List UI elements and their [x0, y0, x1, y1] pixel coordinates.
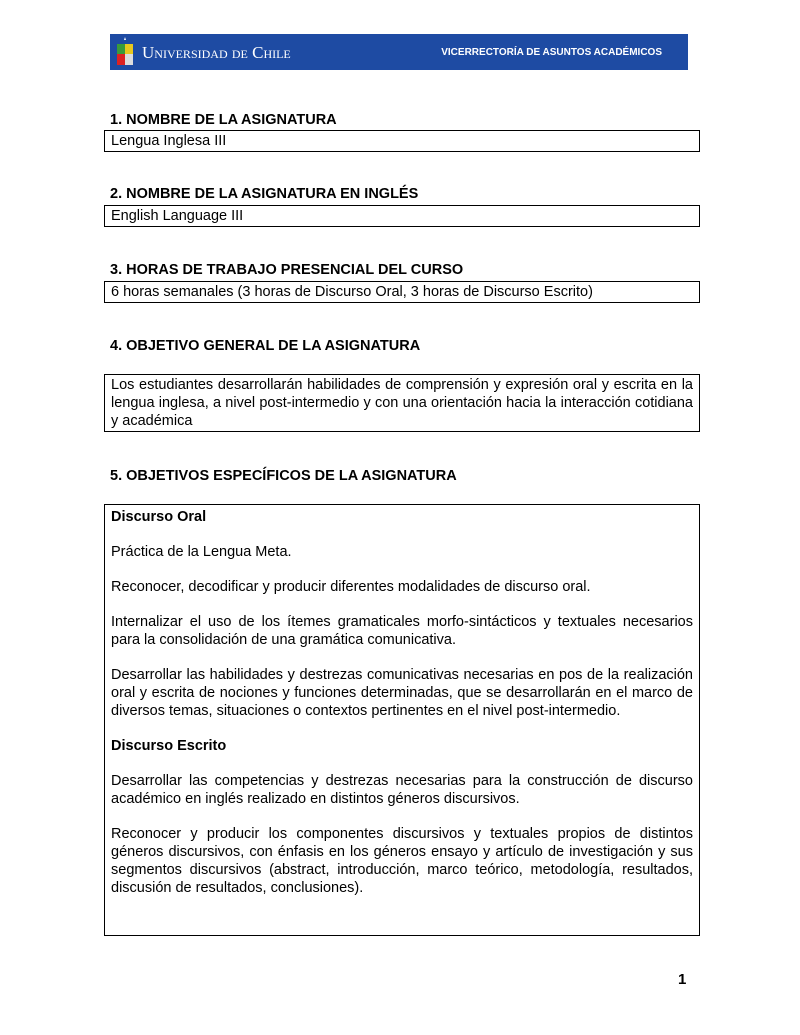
objective-item: Reconocer y producir los componentes discursivos y textuales propios de distintos géneros discursivos, con énfasis en los géneros ensayo y artículo de investigación y sus segmentos discursivos (abstract, introducción, marco teórico, metodología, resultados, discusión de resultados, conclusiones).: [111, 826, 693, 896]
office-name: VICERRECTORÍA DE ASUNTOS ACADÉMICOS: [441, 47, 662, 58]
section-title: 1. NOMBRE DE LA ASIGNATURA: [110, 112, 337, 128]
section-content: 6 horas semanales (3 horas de Discurso Oral, 3 horas de Discurso Escrito): [104, 281, 700, 303]
section-title: 5. OBJETIVOS ESPECÍFICOS DE LA ASIGNATURA: [110, 468, 457, 484]
university-crest-icon: [116, 37, 134, 67]
section-title: 3. HORAS DE TRABAJO PRESENCIAL DEL CURSO: [110, 262, 464, 278]
objective-item: Reconocer, decodificar y producir diferentes modalidades de discurso oral.: [111, 579, 591, 595]
objectives-box: [104, 504, 700, 936]
objective-item: Internalizar el uso de los ítemes gramaticales morfo-sintácticos y textuales necesarios para la consolidación de una gramática comunicativa.: [111, 614, 693, 648]
header-banner: [110, 34, 688, 70]
section-content: Lengua Inglesa III: [104, 130, 700, 152]
section-content: English Language III: [104, 205, 700, 227]
oral-heading: Discurso Oral: [111, 509, 207, 525]
written-heading: Discurso Escrito: [111, 738, 227, 754]
page-number: 1: [678, 971, 687, 988]
objective-item: Práctica de la Lengua Meta.: [111, 544, 292, 560]
section-title: 4. OBJETIVO GENERAL DE LA ASIGNATURA: [110, 338, 421, 354]
university-name: Universidad de Chile: [142, 43, 291, 62]
objective-item: Desarrollar las competencias y destrezas necesarias para la construcción de discurso académico en inglés realizado en distintos géneros discursivos.: [111, 773, 693, 807]
objective-item: Desarrollar las habilidades y destrezas comunicativas necesarias en pos de la realización oral y escrita de nociones y funciones determinadas, que se desarrollarán en el marco de diversos temas, situaciones o contextos pertinentes en el nivel post-intermedio.: [111, 667, 693, 719]
section-content: Los estudiantes desarrollarán habilidades de comprensión y expresión oral y escrita en la lengua inglesa, a nivel post-intermedio y con una orientación hacia la interacción cotidiana y académica: [104, 374, 700, 432]
section-title: 2. NOMBRE DE LA ASIGNATURA EN INGLÉS: [110, 186, 419, 202]
